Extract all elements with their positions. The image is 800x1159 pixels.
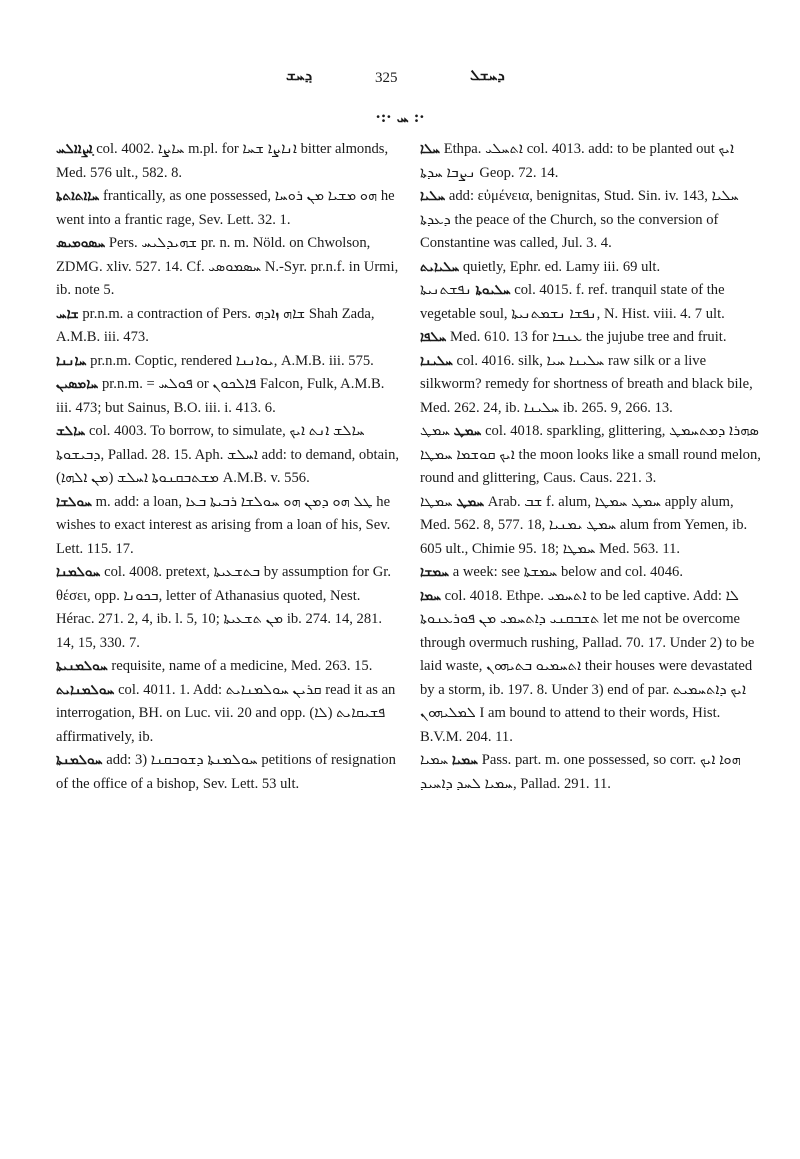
entry-body: m. add: a loan, ܛܠ ܗܘ ܕܡܢ ܗܘ ܚܘܠܫܐ ܪܒܝܬܐ ܒܥܐ he wishes to exact interest as arising from a loan of his, Sev. Lett. 115. 17. xyxy=(56,493,391,557)
entry-headword: ܚܠܐ xyxy=(420,141,441,157)
entry-headword: ܚܠܝܐ xyxy=(420,188,446,204)
entry-headword: ܚܠܝܢܐ xyxy=(420,352,453,369)
dictionary-entry xyxy=(420,326,765,350)
dictionary-entry xyxy=(56,138,401,185)
dictionary-entry xyxy=(56,679,401,750)
section-mark: ·:· ܚ :· xyxy=(375,108,425,126)
entry-headword: ܚܡܛ xyxy=(453,423,482,439)
entry-headword: ܚܠܝܐܝܬ xyxy=(420,258,460,275)
entry-body: Ethpa. ܐܬܚܠܝ col. 4013. add: to be planted out ܐܝܟ ܢܨܒܐ ܚܕܬܐ Geop. 72. 14. xyxy=(420,141,735,181)
dictionary-entry xyxy=(420,420,765,491)
dictionary-entry xyxy=(420,185,765,256)
dictionary-entry xyxy=(420,561,765,585)
right-column xyxy=(420,138,765,796)
entry-headword: ܚܣܘܡܝܣ xyxy=(56,235,106,251)
dictionary-entry xyxy=(56,185,401,232)
dictionary-entry xyxy=(56,491,401,562)
entry-headword: ܐ݂ܨܐܐܠܚ xyxy=(56,141,93,157)
dictionary-entry xyxy=(420,749,765,796)
dictionary-entry xyxy=(420,585,765,750)
entry-headword: ܚܐܠܫ xyxy=(56,423,86,439)
entry-headword: ܚܘܠܫܐ xyxy=(56,493,93,510)
page-number: 325 xyxy=(375,70,398,86)
entry-headword: ܚܐܡܣܝܢ xyxy=(56,376,99,392)
entry-body: add: εὐμένεια, benignitas, Stud. Sin. iv. 143, ܚܠܝܐ ܕܥܕܬܐ the peace of the Church, so the conversion of Constantine was called, Jul. 3. 4. xyxy=(420,188,739,251)
entry-headword: ܚܘܠܡܢܬܐ xyxy=(56,752,103,768)
dictionary-entry xyxy=(56,655,401,679)
entry-body: add: 3) ܚܘܠܡܢܬܐ ܕܫܘܒܩܢܐ petitions of resignation of the office of a bishop, Sev. Lett. 53 ult. xyxy=(56,752,396,792)
dictionary-entry xyxy=(56,749,401,796)
entry-body: pr.n.m. = ܦܘܠܚ or ܦܐܠܟܘܢ Falcon, Fulk, A.M.B. iii. 473; but Sainus, B.O. iii. i. 413. 6. xyxy=(56,376,385,416)
dictionary-entry xyxy=(56,232,401,303)
entry-body: ܚܡܛ col. 4018. sparkling, glittering, ܣܗܪܐ ܕܡܬܚܡܛ ܐܝܟ ܩܘܫܡܐ ܚܡܛܐ the moon looks like a small round melon, round and glittering, Caus. Caus. 221. 3. xyxy=(420,423,761,486)
entry-headword: ܚܘܠܡܢܐ xyxy=(56,564,101,580)
entry-body: col. 4008. pretext, ܒܬܫܥܝܬܐ by assumption for Gr. θέσει, opp. ܒܟܘܢܐ, letter of Athanasius quoted, Nest. Hérac. 271. 2, 4, ib. l. 5, 10; ܡܢ ܬܫܥܝܬܐ ib. 274. 14, 281. 14, 15, 330. 7. xyxy=(56,564,391,651)
dictionary-entry xyxy=(420,138,765,185)
entry-headword: ܚܡܐ xyxy=(420,587,441,604)
running-head-right-syriac: ܕܚܫܠ xyxy=(470,66,505,84)
dictionary-entry xyxy=(420,256,765,280)
entry-body: col. 4002. ܚܐܨܐ m.pl. for ܐܢܐܨܐ ܫܚܐ bitter almonds, Med. 576 ult., 582. 8. xyxy=(56,141,389,181)
running-head xyxy=(0,66,800,96)
dictionary-entry xyxy=(56,561,401,655)
entry-headword: ܚܐܢܢܐ xyxy=(56,352,87,369)
entry-headword: ܚܡܝܐ xyxy=(451,752,479,768)
entry-body: col. 4003. To borrow, to simulate, ܚܐܠܫ ܐܢܬ ܐܝܟ ܕܒܝܫܘܬܐ, Pallad. 28. 15. Aph. ܐܚܠܫ add: to demand, obtain, ܡܫܬܒܩܢܘܬܐ ܐܚܠܫ (ܡܢ ܐܠܗܐ) A.M.B. v. 556. xyxy=(56,423,400,486)
entry-body: quietly, Ephr. ed. Lamy iii. 69 ult. xyxy=(459,258,661,275)
entry-headword: ܚܘܠܡܢܝܬܐ xyxy=(56,658,108,674)
dictionary-entry xyxy=(420,491,765,562)
entry-body: a week: see ܚܡܫܬܐ below and col. 4046. xyxy=(449,564,683,580)
entry-body: ܚܡܝܐ Pass. part. m. one possessed, so corr. ܗܘܐ ܐܝܟ ܚܡܝܐ ܠܚܕ ܕܐܚܝܕ, Pallad. 291. 11. xyxy=(420,752,741,792)
dictionary-entry xyxy=(56,420,401,491)
dictionary-entry xyxy=(56,303,401,350)
entry-body: Med. 610. 13 for ܥܢܒܐ the jujube tree and fruit. xyxy=(446,329,727,345)
entry-headword: ܚܠܦܐ xyxy=(420,329,447,345)
entry-headword: ܚܡܛ xyxy=(456,493,485,510)
left-column xyxy=(56,138,401,796)
entry-body: pr.n.m. a contraction of Pers. ܫܐܗ ܙܐܕܗ Shah Zada, A.M.B. iii. 473. xyxy=(56,305,375,345)
entry-headword: ܚܡܫܐ xyxy=(420,564,450,580)
entry-body: ܚܡܛܐ Arab. ܫܒ f. alum, ܚܡܛ ܚܡܛܐ apply alum, Med. 562. 8, 577. 18, ܚܡܛ ܝܡܢܝܐ alum from Yemen, ib. 605 ult., Chimie 95. 18; ܚܡܛܐ Med. 563. 11. xyxy=(420,493,748,557)
entry-body: ܢܦܫܬܢܝܬܐ col. 4015. f. ref. tranquil state of the vegetable soul, ܢܦܫܐ ܢܫܡܬܢܝܬܐ, N. Hist. viii. 4. 7 ult. xyxy=(420,282,725,322)
entry-body: requisite, name of a medicine, Med. 263. 15. xyxy=(107,658,373,674)
entry-body: pr.n.m. Coptic, rendered ܝܘܐܢܢܐ, A.M.B. iii. 575. xyxy=(86,352,374,369)
entry-headword: ܫܐܚ xyxy=(56,305,79,322)
dictionary-entry xyxy=(56,373,401,420)
entry-body: col. 4011. 1. Add: ܩܪܝܢ ܚܘܠܡܢܐܝܬ read it as an interrogation, BH. on Luc. vii. 20 and opp. (ܠܐ) ܦܫܝܩܐܝܬ affirmatively, ib. xyxy=(56,681,396,745)
dictionary-entry xyxy=(56,350,401,374)
entry-headword: ܚܠܝܘܬܐ xyxy=(475,282,511,298)
entry-body: col. 4018. Ethpe. ܐܬܚܡܝ to be led captive. Add: ܠܐ ܬܫܒܩܢܝ ܕܐܬܚܡܝ ܡܢ ܦܘܪܥܢܘܬܐ let me not be overcome through overmuch rushing, Pallad. 70. 17. Under 2) to be laid waste, ܐܬܚܡܝܘ ܒܬܝܗܘܢ their houses were devastated by a storm, ib. 197. 8. Under 3) end of par. ܐܝܟ ܕܐܬܚܡܝܬ ܠܡܠܝܗܘܢ I am bound to attend to their words, Hist. B.V.M. 204. 11. xyxy=(420,587,755,745)
entry-body: Pers. ܫܗܝܕܠܝܚ pr. n. m. Nöld. on Chwolson, ZDMG. xliv. 527. 14. Cf. ܚܣܡܘܣܝ N.-Syr. pr.n.f. in Urmi, ib. note 5. xyxy=(56,235,399,298)
running-head-left-syriac: ܕ݂ܚܫ xyxy=(286,66,313,84)
entry-headword: ܚܘܠܡܢܐܝܬ xyxy=(56,681,115,698)
entry-body: col. 4016. silk, ܚܠܝܢܐ ܚܝܐ raw silk or a live silkworm? remedy for shortness of breath and black bile, Med. 262. 24, ib. ܚܠܝܢܐ ib. 265. 9, 266. 13. xyxy=(420,352,753,416)
dictionary-entry xyxy=(420,350,765,421)
dictionary-entry xyxy=(420,279,765,326)
entry-headword: ܚܐܐܬܐܬܬܐ xyxy=(56,188,100,204)
entry-body: frantically, as one possessed, ܗܘ ܡܫܝܐ ܡܢ ܪܘܚܐ he went into a frantic rage, Sev. Lett. 32. 1. xyxy=(56,188,395,228)
